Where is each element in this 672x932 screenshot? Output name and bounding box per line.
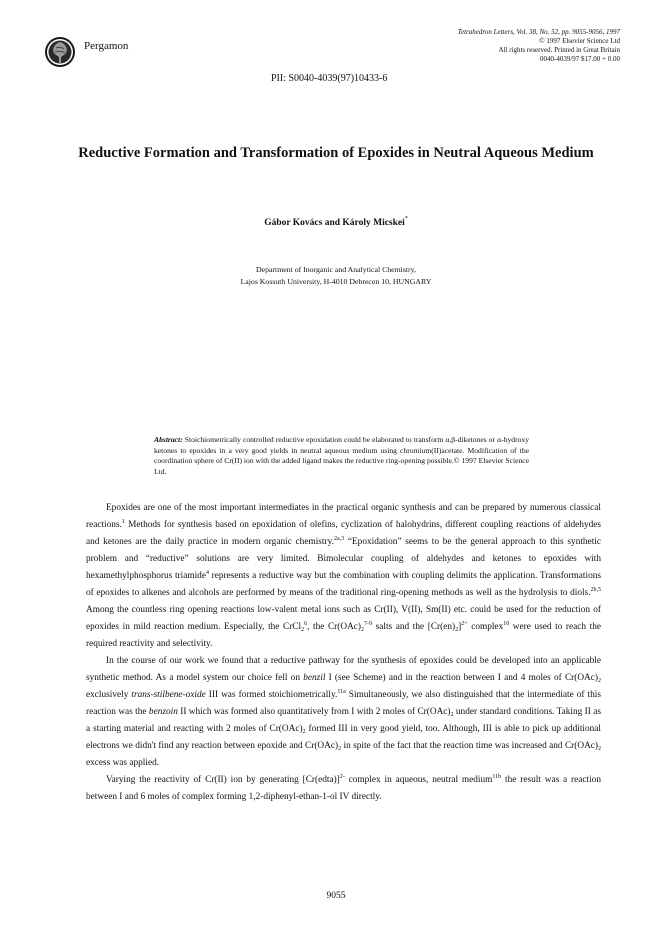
paragraph-2: In the course of our work we found that a reductive pathway for the synthesis of epoxides could be developed into an applicable synthetic method. As a model system our choice fell on benzil I (see Scheme) and in the reaction between I and 4 moles of $Cr(OAc)_2$ exclusively trans-stilbene-oxide III was formed stoichiometrically.$^{11a}$ Simultaneously, we also distinguished that the intermediate of this reaction was the benzoin II which was formed also quantitatively from I with 2 moles of $Cr(OAc)_2$ under standard conditions. Taking II as a starting material and reacting with 2 moles of $Cr(OAc)_2$ formed III in very good yield, too. Although, III is able to pick up additional electrons we didn't find any reaction between epoxide and $Cr(OAc)_2$ in spite of the fact that the reaction time was increased and $Cr(OAc)_2$ excess was applied.	[86, 656, 602, 768]
journal-info	[458, 28, 620, 64]
affiliation	[0, 264, 672, 288]
abstract-text: Stoichiometrically controlled reductive epoxidation could be elaborated to transform α,β-diketones or α-hydroxy ketones to epoxides in a very good yields in neutral aqueous medium using chromium(II)acetate. Modification of the coordination sphere of Cr(II) ion with the added ligand makes the reductive ring-opening possible.© 1997 Elsevier Science Ltd.	[154, 435, 529, 476]
corresponding-author-mark: *	[404, 216, 408, 222]
rights-line: All rights reserved. Printed in Great Britain	[498, 46, 620, 54]
elsevier-tree-logo-icon	[44, 36, 76, 68]
affiliation-department: Department of Inorganic and Analytical Chemistry,	[255, 265, 416, 274]
author-names: Gábor Kovács and Károly Micskei	[264, 218, 405, 228]
publisher-name: Pergamon	[84, 40, 129, 52]
abstract	[154, 435, 529, 477]
page-number: 9055	[326, 891, 346, 901]
author-list	[0, 216, 672, 228]
paragraph-1: Epoxides are one of the most important intermediates in the practical organic synthesis and can be prepared by numerous classical reactions.$^1$ Methods for synthesis based on epoxidation of olefins, cyclization of halohydrins, different coupling reactions of aldehydes and ketones are the daily practice in modern organic chemistry.$^{2a,3}$ “Epoxidation” seems to be the general approach to this synthetic problem and “reductive” solutions are very limited. Bimolecular coupling of aldehydes and ketones to epoxides with hexamethylphosphorus triamide$^4$ represents a reductive way but the combination with coupling delimits the application. Transformations of epoxides to alkenes and alcohols are performed by means of the traditional ring-opening methods as well as the hydrolysis to diols.$^{2b,5}$ Among the countless ring opening reactions low-valent metal ions such as Cr(II), V(II), Sm(II) etc. could be used for the reduction of epoxides in mild reaction medium. Especially, the CrCl$_2^6$, the $Cr(OAc)_2^{7-9}$ salts and the $[Cr(en)_2]^{2+}$ complex$^{10}$ were used to reach the required reactivity and selectivity.	[86, 503, 601, 649]
body-text	[86, 500, 601, 806]
affiliation-address: Lajos Kossuth University, H-4010 Debrecen 10, HUNGARY	[240, 277, 432, 286]
paper-title: Reductive Formation and Transformation of Epoxides in Neutral Aqueous Medium	[78, 145, 594, 161]
copyright-line: © 1997 Elsevier Science Ltd	[539, 37, 620, 45]
pii-identifier: PII: S0040-4039(97)10433-6	[271, 73, 388, 84]
paragraph-3: Varying the reactivity of Cr(II) ion by generating [Cr(edta)]$^{2-}$ complex in aqueous, neutral medium$^{11b}$ the result was a reaction between I and 6 moles of complex forming 1,2-diphenyl-ethan-1-ol IV directly.	[86, 774, 601, 802]
abstract-label: Abstract:	[154, 435, 183, 444]
price-line: 0040-4039/97 $17.00 + 0.00	[540, 55, 620, 63]
journal-citation: Tetrahedron Letters, Vol. 38, No. 52, pp. 9055-9056, 1997	[457, 28, 620, 36]
